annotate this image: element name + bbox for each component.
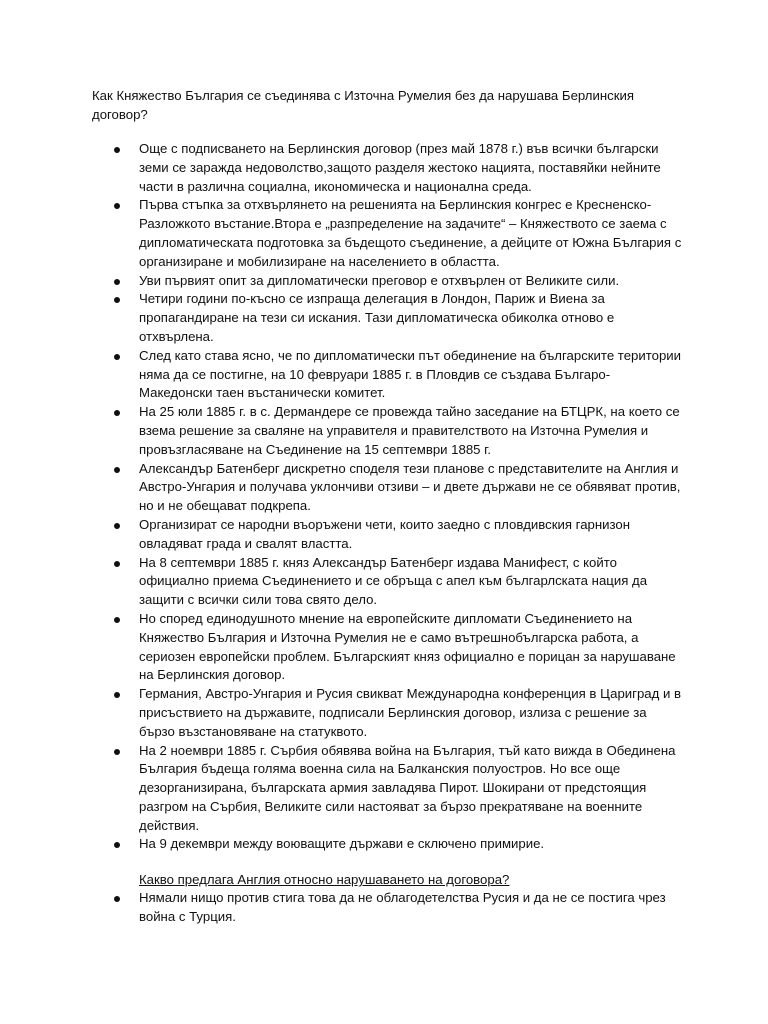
list-item bbox=[92, 140, 682, 196]
list-item-text: Александър Батенберг дискретно споделя тези планове с представителите на Англия и Австро-Унгария и получава уклончиви отзиви – и двете държави не се обявяват против, но и не обещават подкрепа. bbox=[139, 460, 681, 514]
bullet-icon bbox=[114, 523, 120, 529]
list-item bbox=[92, 742, 682, 836]
list-item-text: Още с подписването на Берлинския договор (през май 1878 г.) във всички български земи се заражда недоволство,защото разделя жестоко нацията, поставяйки нейните части в различна социална, икономическа и национална среда. bbox=[139, 141, 661, 194]
bullet-icon bbox=[114, 410, 120, 416]
bullet-icon bbox=[114, 147, 120, 153]
bullet-list bbox=[92, 140, 682, 854]
question-heading: Как Княжество България се съединява с Източна Румелия без да нарушава Берлинския договор? bbox=[92, 88, 635, 122]
bullet-icon bbox=[114, 749, 120, 755]
list-item-text: Организират се народни въоръжени чети, които заедно с пловдивския гарнизон овладяват града и свалят властта. bbox=[139, 516, 631, 551]
bullet-icon bbox=[114, 842, 120, 848]
bullet-icon bbox=[114, 692, 120, 698]
list-item-text: Германия, Австро-Унгария и Русия свикват Международна конференция в Цариград и в присъствието на държавите, подписали Берлинския договор, излиза с решение за бързо възстановяване на статуквото. bbox=[139, 686, 682, 739]
list-item bbox=[92, 516, 682, 554]
bullet-icon bbox=[114, 354, 120, 360]
bullet-icon bbox=[114, 467, 120, 473]
list-item bbox=[92, 610, 682, 685]
list-item bbox=[92, 554, 682, 610]
list-item-text: Първа стъпка за отхвърлянето на решенията на Берлинския конгрес е Кресненско-Разложкото въстание.Втора е „разпределение на задачите“ – Княжеството се заема с дипломатическата подготовка за бъдещото съединение, а дейците от Южна България с организиране и мобилизиране на населението в областта. bbox=[139, 197, 682, 269]
list-item bbox=[92, 272, 682, 291]
list-item-text: Но според единодушното мнение на европейските дипломати Съединението на Княжество България и Източна Румелия не е само вътрешнобългарска работа, а сериозен европейски проблем. Българският княз официално е порицан за нарушаване на Берлинския договор. bbox=[139, 610, 676, 683]
second-bullet-list bbox=[92, 889, 682, 927]
bullet-icon bbox=[114, 617, 120, 623]
subheading-question: Какво предлага Англия относно нарушаването на договора? bbox=[139, 872, 510, 888]
list-item-text: На 25 юли 1885 г. в с. Дермандере се провежда тайно заседание на БТЦРК, на което се взема решение за сваляне на управителя и правителството на Източна Румелия и провъзгласяване на Съединение на 15 септември 1885 г. bbox=[139, 404, 680, 457]
list-item-text: На 9 декември между воюващите държави е сключено примирие. bbox=[139, 836, 545, 852]
document-page bbox=[92, 86, 682, 927]
list-item-text: Четири години по-късно се изпраща делегация в Лондон, Париж и Виена за пропагандиране на тези си искания. Тази дипломатическа обиколка отново е отхвърлена. bbox=[139, 291, 615, 344]
list-item bbox=[92, 460, 682, 516]
list-item bbox=[92, 685, 682, 741]
list-item bbox=[92, 347, 682, 403]
bullet-icon bbox=[114, 297, 120, 303]
list-item bbox=[92, 290, 682, 346]
list-item-text: След като става ясно, че по дипломатически път обединение на българските територии няма да се постигне, на 10 февруари 1885 г. в Пловдив се създава Българо-Македонски таен въстанически комитет. bbox=[139, 347, 682, 401]
bullet-icon bbox=[114, 279, 120, 285]
list-item bbox=[92, 889, 682, 927]
bullet-icon bbox=[114, 896, 120, 902]
list-item bbox=[92, 835, 682, 854]
list-item-text: Нямали нищо против стига това да не облагодетелства Русия и да не се постига чрез война с Турция. bbox=[139, 890, 666, 925]
bullet-icon bbox=[114, 561, 120, 567]
list-item bbox=[92, 196, 682, 271]
bullet-icon bbox=[114, 203, 120, 209]
list-item bbox=[92, 403, 682, 459]
list-item-text: На 2 ноември 1885 г. Сърбия обявява война на България, тъй като вижда в Обединена България бъдеща голяма военна сила на Балканския полуостров. Но все още дезорганизирана, българската армия завладява Пирот. Шокирани от предстоящия разгром на Сърбия, Великите сили настояват за бързо прекратяване на военните действия. bbox=[139, 742, 676, 833]
list-item-text: На 8 септември 1885 г. княз Александър Батенберг издава Манифест, с който официално приема Съединението и се обръща с апел към българлската нация да защити с всички сили това свято дело. bbox=[139, 554, 648, 608]
list-item-text: Уви първият опит за дипломатически преговор е отхвърлен от Великите сили. bbox=[139, 272, 620, 288]
